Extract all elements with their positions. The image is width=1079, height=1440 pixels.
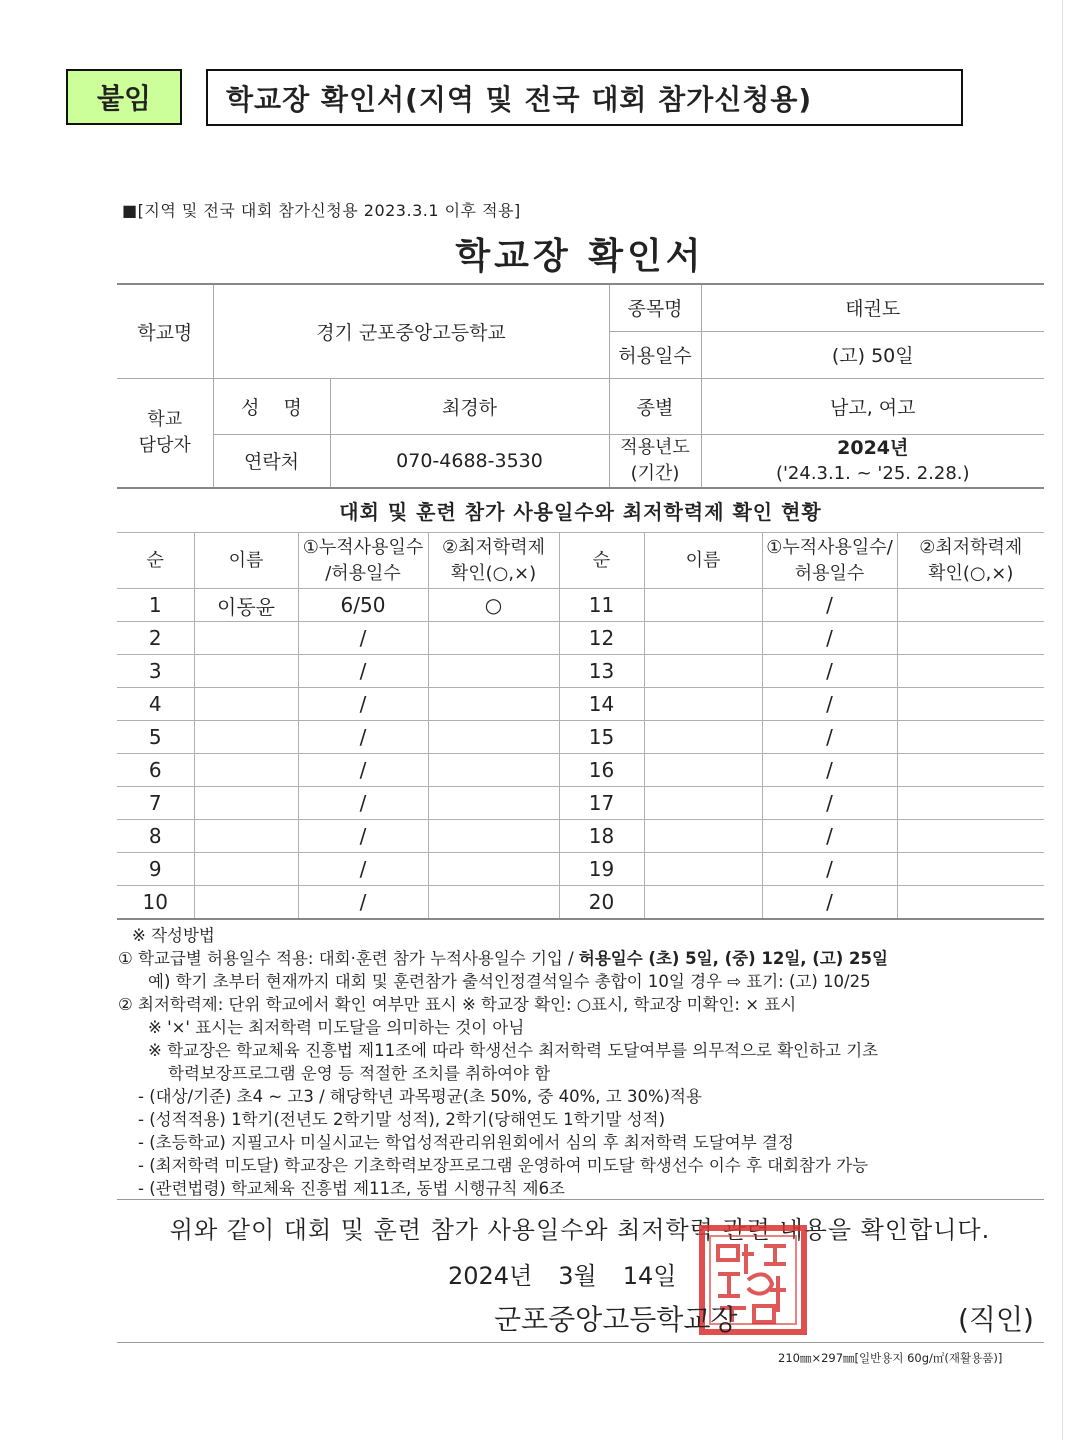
athlete-table-header [117, 533, 1044, 589]
row-no-right: 12 [559, 622, 644, 655]
row-days: / [298, 853, 428, 886]
instruction-line-9: - (초등학교) 지필고사 미실시교는 학업성적관리위원회에서 심의 후 최저학력 도달여부 결정 [138, 1133, 794, 1152]
issue-date [448, 1256, 702, 1291]
row-name-right [644, 787, 762, 820]
col-days-right-line2: 허용일수 [794, 562, 865, 584]
seal-label: (직인) [958, 1303, 1034, 1336]
table-row [117, 787, 1044, 820]
row-name-right [644, 688, 762, 721]
instruction-line-6: 학력보장프로그램 운영 등 적절한 조치를 취하여야 함 [168, 1064, 551, 1083]
footer-rule [117, 1342, 1044, 1343]
row-name: 이동윤 [194, 589, 298, 622]
row-min-mark-right [897, 754, 1044, 787]
date-month: 3월 [558, 1262, 597, 1290]
table-row [117, 721, 1044, 754]
col-days-right-line1: ①누적사용일수/ [766, 536, 893, 558]
row-days: 6/50 [298, 589, 428, 622]
row-no: 7 [117, 787, 194, 820]
row-days-right: / [762, 853, 897, 886]
row-days-right: / [762, 688, 897, 721]
staff-label-line1: 학교 [147, 408, 183, 430]
paper-spec: 210㎜×297㎜[일반용지 60g/㎡(재활용품)] [778, 1351, 1003, 1365]
col-min-line1: ②최저학력제 [441, 536, 546, 558]
row-name [194, 622, 298, 655]
row-no: 1 [117, 589, 194, 622]
allowed-days-value: (고) 50일 [701, 331, 1044, 378]
instruction-line-1 [118, 947, 1058, 970]
instruction-line-11: - (관련법령) 학교체육 진흥법 제11조, 동법 시행규칙 제6조 [138, 1179, 565, 1198]
athlete-table [117, 532, 1044, 920]
instruction-line-4: ※ '×' 표시는 최저학력 미도달을 의미하는 것이 아님 [148, 1018, 525, 1037]
instructions-heading: ※ 작성방법 [132, 926, 215, 945]
row-min-mark-right [897, 820, 1044, 853]
table-row [117, 589, 1044, 622]
row-name-right [644, 721, 762, 754]
name-value: 최경하 [330, 378, 609, 434]
row-days: / [298, 787, 428, 820]
year-label-line1: 적용년도 [620, 436, 690, 458]
col-min-line2: 확인(○,×) [450, 562, 537, 584]
row-name [194, 853, 298, 886]
col-min-header [428, 533, 559, 589]
col-no-header-right: 순 [559, 533, 644, 589]
col-days-line1: ①누적사용일수 [302, 536, 424, 558]
row-min-mark [428, 655, 559, 688]
row-min-mark-right [897, 787, 1044, 820]
row-no: 10 [117, 886, 194, 920]
row-days-right: / [762, 622, 897, 655]
row-min-mark [428, 886, 559, 920]
row-min-mark [428, 820, 559, 853]
confirmation-text: 위와 같이 대회 및 훈련 참가 사용일수와 최저학력 관련 내용을 확인합니다. [169, 1216, 991, 1244]
col-min-right-line2: 확인(○,×) [928, 562, 1014, 584]
row-name-right [644, 655, 762, 688]
year-value-cell [701, 434, 1044, 488]
row-min-mark [428, 787, 559, 820]
instruction-line-1b: 허용일수 (초) 5일, (중) 12일, (고) 25일 [578, 949, 888, 968]
table-row [117, 820, 1044, 853]
table-row [117, 754, 1044, 787]
row-min-mark [428, 754, 559, 787]
year-value: 2024년 [837, 436, 909, 459]
row-days-right: / [762, 787, 897, 820]
row-name [194, 688, 298, 721]
row-no: 4 [117, 688, 194, 721]
gender-label: 종별 [609, 378, 701, 434]
header-title: 학교장 확인서(지역 및 전국 대회 참가신청용) [206, 69, 963, 126]
row-name-right [644, 589, 762, 622]
row-no-right: 17 [559, 787, 644, 820]
row-days-right: / [762, 886, 897, 920]
contact-value: 070-4688-3530 [330, 434, 609, 488]
row-name-right [644, 622, 762, 655]
row-days: / [298, 754, 428, 787]
row-days-right: / [762, 721, 897, 754]
row-min-mark [428, 622, 559, 655]
row-min-mark [428, 688, 559, 721]
row-name-right [644, 853, 762, 886]
table-row [117, 886, 1044, 920]
year-label [609, 434, 701, 488]
instruction-line-8: - (성적적용) 1학기(전년도 2학기말 성적), 2학기(당해연도 1학기말 성적) [138, 1110, 666, 1129]
row-no-right: 18 [559, 820, 644, 853]
row-name-right [644, 886, 762, 920]
table-row [117, 688, 1044, 721]
row-min-mark: ○ [428, 589, 559, 622]
row-no-right: 11 [559, 589, 644, 622]
row-name [194, 820, 298, 853]
row-name-right [644, 754, 762, 787]
row-no: 5 [117, 721, 194, 754]
col-min-header-right [897, 533, 1044, 589]
instruction-line-5: ※ 학교장은 학교체육 진흥법 제11조에 따라 학생선수 최저학력 도달여부를 의무적으로 확인하고 기초 [148, 1041, 879, 1060]
row-days: / [298, 820, 428, 853]
row-days: / [298, 622, 428, 655]
row-days-right: / [762, 754, 897, 787]
name-label: 성 명 [213, 378, 330, 434]
signer-title: 군포중앙고등학교장 [494, 1303, 738, 1336]
row-days-right: / [762, 655, 897, 688]
instructions [118, 924, 1058, 1200]
contact-label: 연락처 [213, 434, 330, 488]
applicability-note: ■[지역 및 전국 대회 참가신청용 2023.3.1 이후 적용] [122, 201, 521, 220]
athlete-table-body [117, 589, 1044, 920]
col-name-header-right: 이름 [644, 533, 762, 589]
row-min-mark [428, 853, 559, 886]
row-no-right: 20 [559, 886, 644, 920]
staff-label-line2: 담당자 [138, 434, 191, 456]
row-name-right [644, 820, 762, 853]
attachment-tag: 붙임 [66, 69, 182, 125]
staff-label [117, 378, 213, 488]
row-min-mark [428, 721, 559, 754]
row-no: 6 [117, 754, 194, 787]
row-name [194, 787, 298, 820]
section-title: 대회 및 훈련 참가 사용일수와 최저학력제 확인 현황 [339, 500, 822, 524]
row-min-mark-right [897, 622, 1044, 655]
row-min-mark-right [897, 886, 1044, 920]
period-value: ('24.3.1. ~ '25. 2.28.) [775, 462, 970, 484]
allowed-days-label: 허용일수 [609, 331, 701, 378]
row-min-mark-right [897, 688, 1044, 721]
col-min-right-line1: ②최저학력제 [919, 536, 1023, 558]
row-min-mark-right [897, 853, 1044, 886]
row-min-mark-right [897, 589, 1044, 622]
row-days: / [298, 688, 428, 721]
row-no: 9 [117, 853, 194, 886]
row-no-right: 15 [559, 721, 644, 754]
instruction-line-7: - (대상/기준) 초4 ~ 고3 / 해당학년 과목평균(초 50%, 중 40%, 고 30%)적용 [138, 1087, 702, 1106]
col-days-header-right [762, 533, 897, 589]
row-no: 3 [117, 655, 194, 688]
row-name [194, 655, 298, 688]
table-row [117, 853, 1044, 886]
table-row [117, 655, 1044, 688]
instruction-line-1a: ① 학교급별 허용일수 적용: 대회·훈련 참가 누적사용일수 기입 / [118, 949, 579, 968]
date-year: 2024년 [448, 1262, 533, 1290]
date-day: 14일 [622, 1262, 677, 1290]
table-row [117, 622, 1044, 655]
col-name-header: 이름 [194, 533, 298, 589]
row-no: 2 [117, 622, 194, 655]
sport-value: 태권도 [701, 284, 1044, 331]
year-label-line2: (기간) [630, 462, 680, 484]
row-days: / [298, 655, 428, 688]
col-days-header [298, 533, 428, 589]
col-days-line2: /허용일수 [325, 562, 401, 584]
row-days: / [298, 721, 428, 754]
col-no-header: 순 [117, 533, 194, 589]
row-no-right: 13 [559, 655, 644, 688]
instruction-line-3: ② 최저학력제: 단위 학교에서 확인 여부만 표시 ※ 학교장 확인: ○표시, 학교장 미확인: × 표시 [118, 995, 797, 1014]
instruction-line-2: 예) 학기 초부터 현재까지 대회 및 훈련참가 출석인정결석일수 총합이 10일 경우 ⇨ 표기: (고) 10/25 [148, 972, 871, 991]
row-no: 8 [117, 820, 194, 853]
row-min-mark-right [897, 655, 1044, 688]
school-label: 학교명 [117, 284, 213, 378]
row-no-right: 19 [559, 853, 644, 886]
row-days-right: / [762, 820, 897, 853]
row-days: / [298, 886, 428, 920]
row-name [194, 886, 298, 920]
row-days-right: / [762, 589, 897, 622]
document-title: 학교장 확인서 [455, 236, 705, 277]
row-min-mark-right [897, 721, 1044, 754]
gender-value: 남고, 여고 [701, 378, 1044, 434]
info-table [117, 283, 1044, 489]
row-no-right: 14 [559, 688, 644, 721]
school-value: 경기 군포중앙고등학교 [213, 284, 609, 378]
row-name [194, 754, 298, 787]
row-name [194, 721, 298, 754]
sport-label: 종목명 [609, 284, 701, 331]
row-no-right: 16 [559, 754, 644, 787]
instruction-line-10: - (최저학력 미도달) 학교장은 기초학력보장프로그램 운영하여 미도달 학생선수 이수 후 대회참가 가능 [138, 1156, 869, 1175]
